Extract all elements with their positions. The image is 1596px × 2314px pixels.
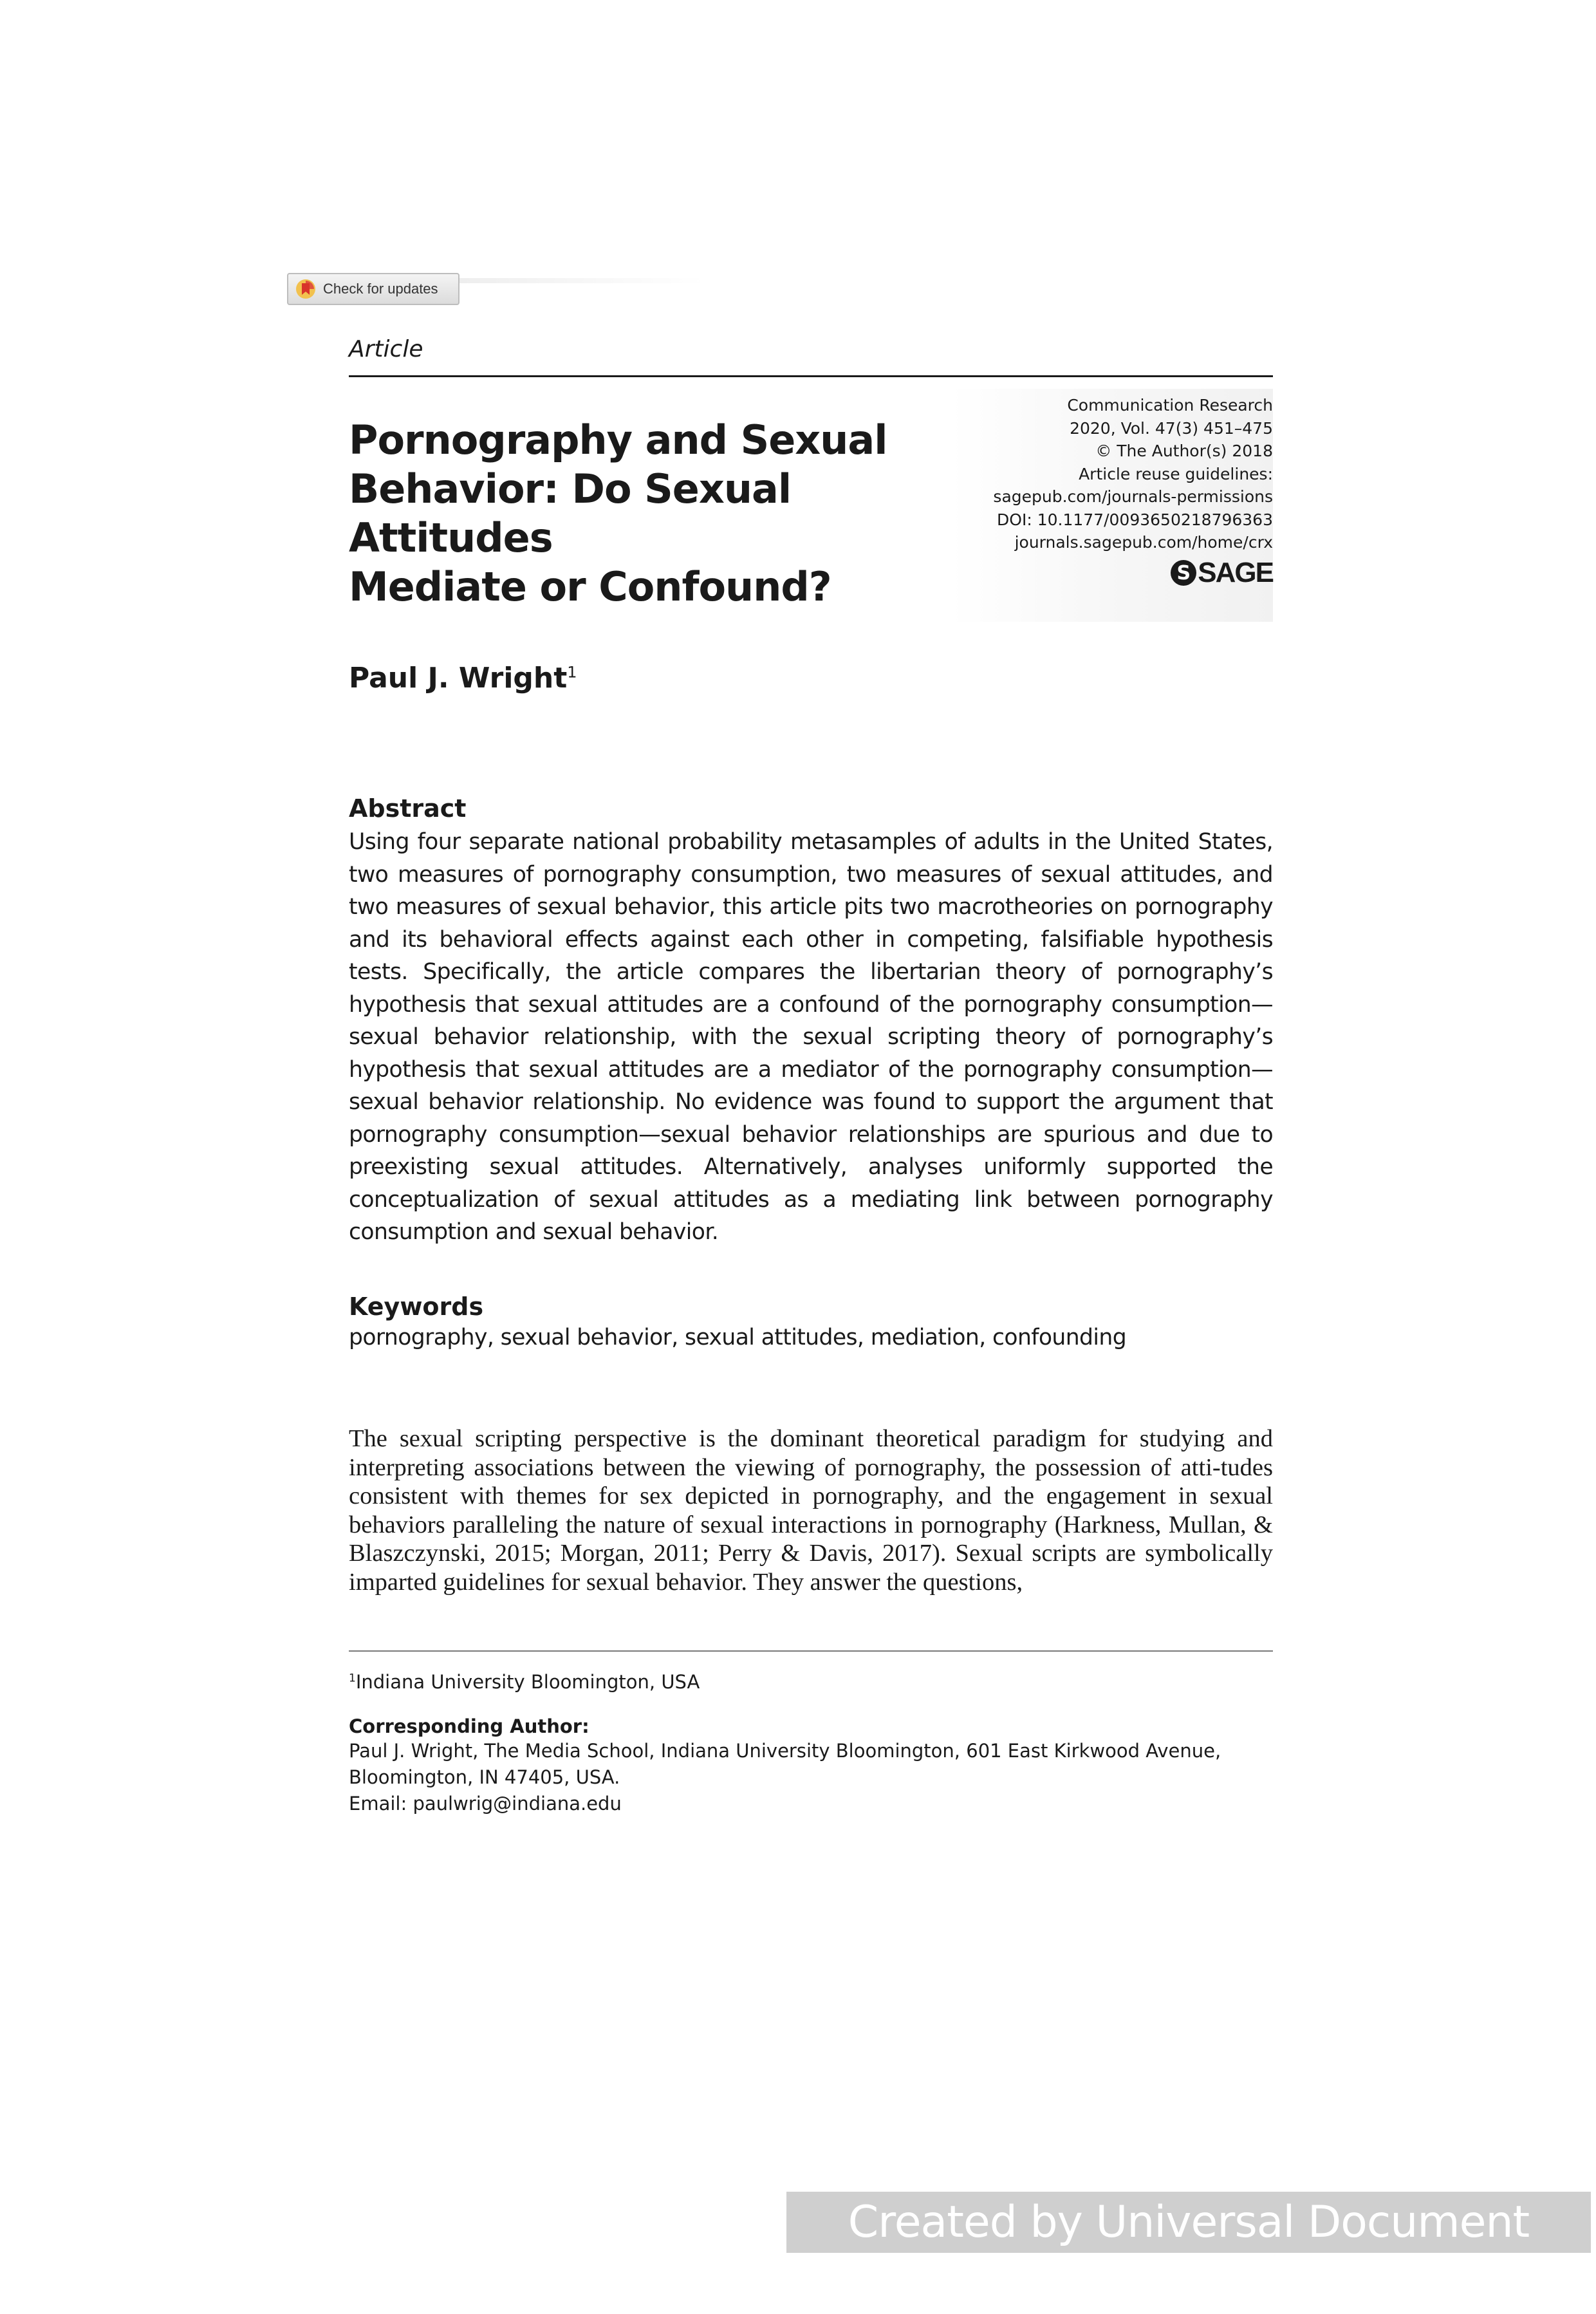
author (349, 662, 577, 695)
affiliation-text: Indiana University Bloomington, USA (355, 1671, 700, 1693)
copyright: © The Author(s) 2018 (1095, 442, 1273, 460)
abstract-heading: Abstract (349, 794, 467, 823)
author-name: Paul J. Wright (349, 662, 568, 695)
title-line: Mediate or Confound? (349, 563, 831, 610)
corresponding-address-line: Paul J. Wright, The Media School, Indiana University Bloomington, 601 East Kirkwood Avenue, (349, 1740, 1221, 1762)
badge-shadow (459, 278, 704, 283)
sage-s-icon: S (1171, 560, 1196, 586)
check-for-updates-label: Check for updates (323, 281, 438, 297)
sage-logo (1171, 555, 1273, 591)
article-type-label: Article (349, 336, 423, 362)
doi[interactable]: DOI: 10.1177/0093650218796363 (997, 510, 1273, 529)
journal-name: Communication Research (1067, 396, 1273, 415)
check-updates-icon (295, 278, 317, 300)
article-title (349, 416, 967, 611)
journal-home-link[interactable]: journals.sagepub.com/home/crx (1014, 533, 1273, 552)
body-paragraph: The sexual scripting perspective is the dominant theoretical paradigm for studying and interpreting associations between the viewing of pornography, the possession of atti-tudes consistent with themes for sex depicted in pornography, and the engagement in sexual behaviors paralleling the nature of sexual interactions in pornography (Harkness, Mullan, & Blaszczynski, 2015; Morgan, 2011; Perry & Davis, 2017). Sexual scripts are symbolically imparted guidelines for sexual behavior. They answer the questions, (349, 1425, 1273, 1596)
corresponding-author-details (349, 1738, 1273, 1817)
keywords-text: pornography, sexual behavior, sexual attitudes, mediation, confounding (349, 1325, 1127, 1350)
header-rule (349, 375, 1273, 377)
check-for-updates-button[interactable] (287, 273, 459, 305)
journal-volume: 2020, Vol. 47(3) 451–475 (1070, 418, 1273, 438)
corresponding-email[interactable]: Email: paulwrig@indiana.edu (349, 1793, 622, 1815)
abstract-text: Using four separate national probability metasamples of adults in the United States, two measures of pornography consumption, two measures of sexual attitudes, and two measures of sexual behavior, this article pits two macrotheories on pornography and its behavioral effects against each other in competing, falsifiable hypothesis tests. Specifically, the article compares the libertarian theory of pornography’s hypothesis that sexual attitudes are a confound of the pornography consumption—sexual behavior relationship, with the sexual scripting theory of pornography’s hypothesis that sexual attitudes are a mediator of the pornography consumption—sexual behavior relationship. No evidence was found to support the argument that pornography consumption—sexual behavior relationships are spurious and due to preexisting sexual attitudes. Alternatively, analyses uniformly supported the conceptualization of sexual attitudes as a mediating link between pornography consumption and sexual behavior. (349, 829, 1273, 1245)
corresponding-author-heading: Corresponding Author: (349, 1715, 589, 1737)
reuse-guidelines-label: Article reuse guidelines: (1079, 464, 1273, 483)
converter-watermark: Created by Universal Document Converter (786, 2192, 1591, 2253)
title-line: Pornography and Sexual (349, 416, 887, 463)
journal-meta (993, 394, 1273, 554)
affiliation-footnote (349, 1671, 700, 1693)
permissions-link[interactable]: sagepub.com/journals-permissions (993, 487, 1273, 506)
corresponding-address-line: Bloomington, IN 47405, USA. (349, 1766, 620, 1788)
footnote-rule (349, 1650, 1273, 1652)
title-line: Behavior: Do Sexual Attitudes (349, 465, 792, 561)
author-affiliation-mark: 1 (567, 663, 577, 682)
affiliation-mark: 1 (349, 1672, 356, 1685)
keywords-heading: Keywords (349, 1292, 484, 1321)
sage-logo-text: SAGE (1198, 557, 1273, 588)
